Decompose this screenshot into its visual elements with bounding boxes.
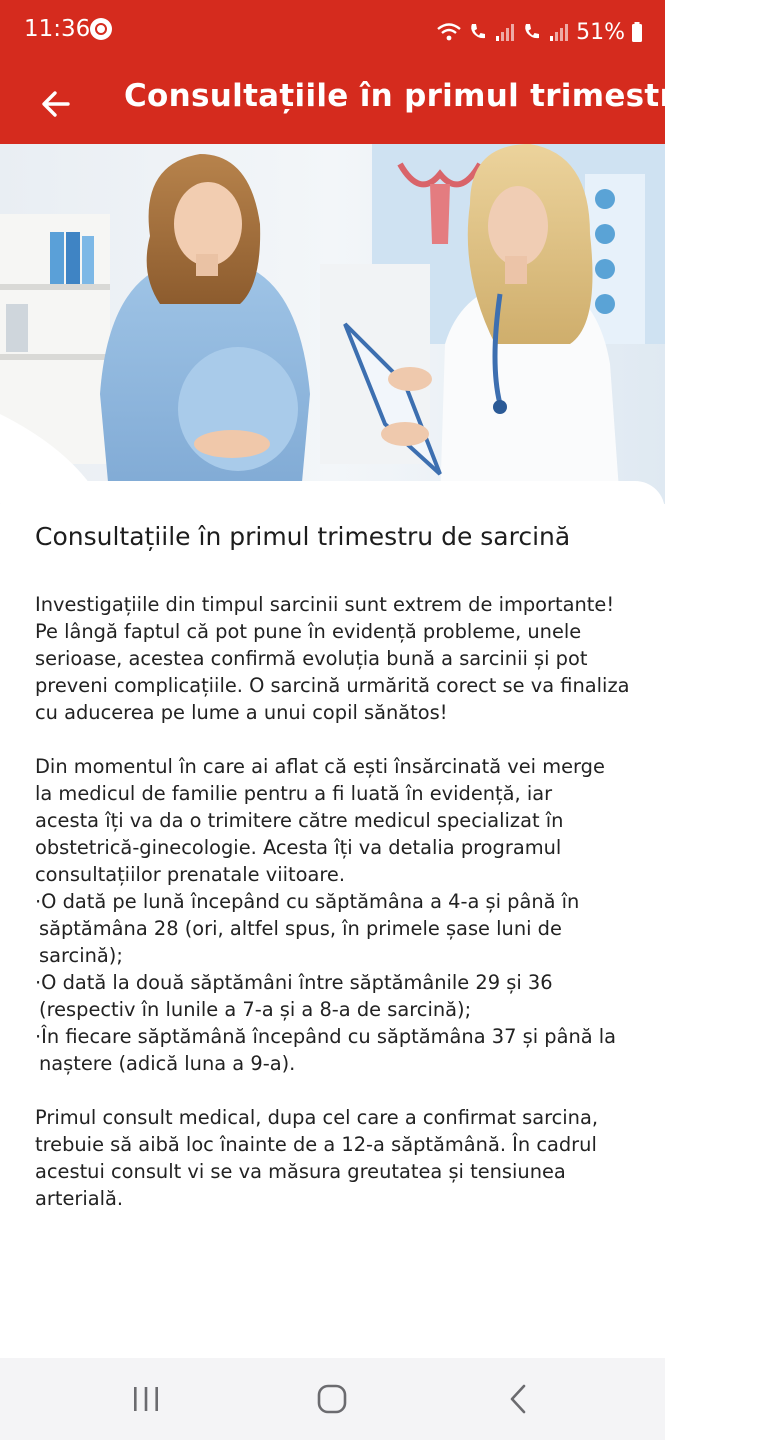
wifi-call-icon — [436, 21, 462, 43]
text-line: la medicul de familie pentru a fi luată în evidență, iar — [35, 782, 553, 805]
top-app-bar — [0, 0, 762, 144]
home-button[interactable] — [302, 1374, 362, 1424]
article-card — [0, 481, 665, 1358]
home-icon — [317, 1384, 347, 1414]
text-line: Investigațiile din timpul sarcinii sunt extrem de importante! — [35, 593, 615, 616]
battery-percent: 51% — [576, 19, 625, 45]
status-time: 11:36 — [24, 16, 91, 42]
recent-apps-button[interactable] — [116, 1374, 176, 1424]
text-line: acestui consult vi se va măsura greutatea și tensiunea — [35, 1160, 566, 1183]
status-icons — [436, 16, 643, 48]
text-line: trebuie să aibă loc înainte de a 12-a săptămână. În cadrul — [35, 1133, 597, 1156]
article-hero-image — [0, 144, 665, 504]
recent-apps-icon — [131, 1386, 161, 1412]
text-line: preveni complicațiile. O sarcină urmărită corect se va finaliza — [35, 674, 630, 697]
volte-call-sim2-icon — [522, 21, 542, 43]
bullet-item-2-cont: (respectiv în lunile a 7-a și a 8-a de sarcină); — [39, 998, 472, 1021]
text-line: Primul consult medical, dupa cel care a confirmat sarcina, — [35, 1106, 599, 1129]
system-navigation-bar — [0, 1358, 665, 1440]
volte-call-icon — [468, 21, 488, 43]
bullet-item-1: ·O dată pe lună începând cu săptămâna a 4-a și până în — [35, 890, 580, 913]
notification-app-icon — [90, 18, 112, 40]
back-button[interactable] — [28, 76, 84, 132]
text-line: cu aducerea pe lume a unui copil sănătos! — [35, 701, 448, 724]
bullet-item-1-cont: săptămâna 28 (ori, altfel spus, în primele șase luni de — [39, 917, 562, 940]
bullet-item-3-cont: naștere (adică luna a 9-a). — [39, 1052, 296, 1075]
article-title: Consultațiile în primul trimestru de sarcină — [35, 522, 571, 551]
app-bar-title: Consultațiile în primul trimestru d… — [124, 78, 762, 114]
signal-sim1-icon — [494, 21, 516, 43]
doctor-consultation-illustration — [0, 144, 665, 504]
text-line: Pe lângă faptul că pot pune în evidență probleme, unele — [35, 620, 582, 643]
bullet-item-2: ·O dată la două săptămâni între săptămânile 29 și 36 — [35, 971, 553, 994]
article-paragraph-3 — [35, 1104, 635, 1212]
status-bar — [0, 0, 665, 64]
text-line: obstetrică-ginecologie. Acesta îți va detalia programul — [35, 836, 562, 859]
text-line: consultațiilor prenatale viitoare. — [35, 863, 346, 886]
bullet-item-1-cont: sarcină); — [39, 944, 123, 967]
bullet-item-3: ·În fiecare săptămână începând cu săptămâna 37 și până la — [35, 1025, 617, 1048]
text-line: arterială. — [35, 1187, 124, 1210]
chevron-left-icon — [508, 1384, 528, 1414]
system-back-button[interactable] — [488, 1374, 548, 1424]
battery-icon — [631, 21, 643, 43]
article-paragraph-1 — [35, 591, 635, 726]
app-bar — [0, 64, 762, 144]
article-body — [35, 591, 635, 1239]
arrow-left-icon — [40, 88, 72, 120]
text-line: serioase, acestea confirmă evoluția bună a sarcinii și pot — [35, 647, 588, 670]
text-line: Din momentul în care ai aflat că ești însărcinată vei merge — [35, 755, 605, 778]
signal-sim2-icon — [548, 21, 570, 43]
text-line: acesta îți va da o trimitere către medicul specializat în — [35, 809, 564, 832]
article-paragraph-2 — [35, 753, 635, 1077]
